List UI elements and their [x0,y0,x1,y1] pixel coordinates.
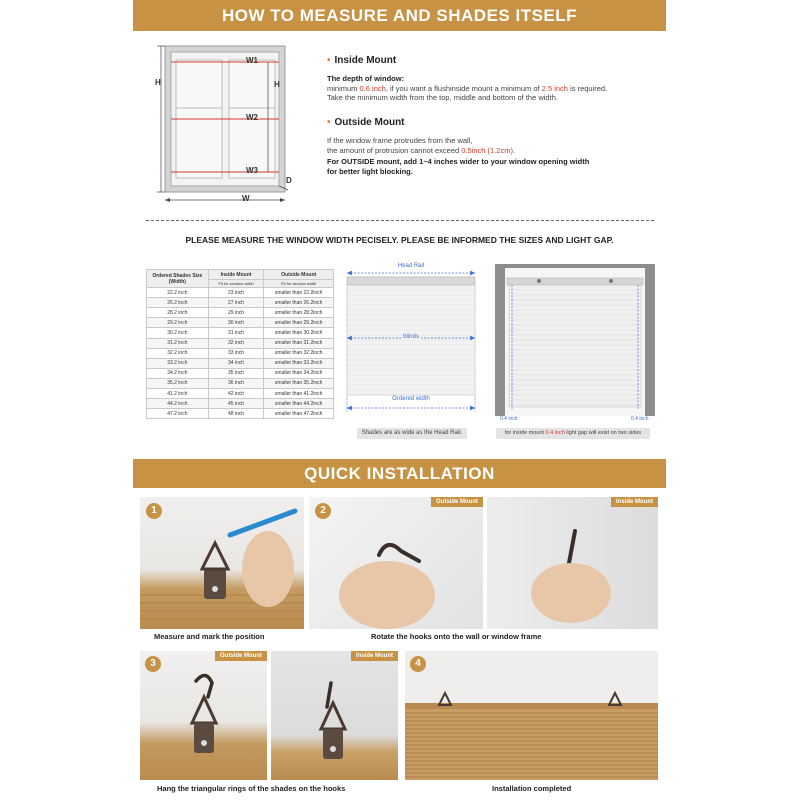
table-cell: smaller than 29.2inch [264,318,334,328]
table-cell: 33 inch [208,348,264,358]
table-cell: 32.2 inch [147,348,209,358]
table-row [147,409,334,419]
table-cell: smaller than 31.2inch [264,338,334,348]
table-row [147,389,334,399]
table-row [147,338,334,348]
step3-inside-photo [271,651,398,780]
table-cell: 27 inch [208,298,264,308]
step4-photo [405,651,658,780]
depth-label: D [286,176,292,185]
table-cell: smaller than 34.2inch [264,368,334,378]
w2-label: W2 [246,113,258,122]
table-cell: 41.2 inch [147,389,209,399]
table-row [147,308,334,318]
step1-caption: Measure and mark the position [154,632,265,641]
table-cell: 32 inch [208,338,264,348]
table-cell: 31.2 inch [147,338,209,348]
step2-inside-tag: Inside Mount [611,497,658,507]
left-gap-label: 0.4 inch [500,416,518,422]
table-subheader: Fit for window width [208,280,264,288]
table-cell: 35 inch [208,368,264,378]
table-cell: 42 inch [208,389,264,399]
right-gap-label: 0.4 inch [631,416,649,422]
table-cell: 28.2 inch [147,308,209,318]
inner-height-label: H [274,80,280,89]
step3-outside-tag: Outside Mount [215,651,267,661]
table-cell: 30 inch [208,318,264,328]
inside-mount-heading: • Inside Mount [327,55,396,66]
table-cell: smaller than 26.2inch [264,298,334,308]
outside-mount-text: If the window frame protrudes from the wall, the amount of protrusion cannot exceed 0.5inch (1.2cm). For OUTSIDE mount, add 1~4 inches wider to your window opening width for better light blocking. [327,136,590,176]
measure-section-banner: HOW TO MEASURE AND SHADES ITSELF [133,0,666,31]
light-gap-diagram [495,264,655,416]
install-section-banner: QUICK INSTALLATION [133,459,666,488]
step3-caption: Hang the triangular rings of the shades on the hooks [157,784,346,793]
table-cell: smaller than 41.2inch [264,389,334,399]
table-cell: 26.2 inch [147,298,209,308]
table-row [147,288,334,298]
outside-mount-heading: • Outside Mount [327,117,405,128]
table-cell: 30.2 inch [147,328,209,338]
table-cell: smaller than 33.2inch [264,358,334,368]
ordered-width-label: Ordered width [392,396,430,402]
step3-inside-tag: Inside Mount [351,651,398,661]
table-cell: smaller than 47.2inch [264,409,334,419]
size-table [146,269,334,419]
table-row [147,318,334,328]
head-rail-diagram [344,266,478,416]
table-cell: smaller than 30.2inch [264,328,334,338]
w3-label: W3 [246,166,258,175]
table-cell: smaller than 28.2inch [264,308,334,318]
table-cell: 29 inch [208,308,264,318]
table-cell: 44.2 inch [147,399,209,409]
table-cell: 33.2 inch [147,358,209,368]
section-divider [146,220,654,221]
table-header-inside: Inside Mount [208,270,264,280]
step1-photo [140,497,304,629]
table-row [147,368,334,378]
table-cell: 31 inch [208,328,264,338]
light-gap-caption: for inside mount 0.4 inch light gap will exist on two sides [496,428,650,439]
inside-mount-text: The depth of window: minimum 0.6 inch, if you want a flushinside mount a minimum of 2.5 inch is required. Take the minimum width from the top, middle and bottom of the width. [327,74,608,102]
table-row [147,358,334,368]
table-row [147,378,334,388]
table-cell: 34 inch [208,358,264,368]
table-row [147,399,334,409]
table-row [147,298,334,308]
step3-number: 3 [145,656,161,672]
measure-instruction: PLEASE MEASURE THE WINDOW WIDTH PECISELY. PLEASE BE INFORMED THE SIZES AND LIGHT GAP. [185,235,614,245]
table-row [147,328,334,338]
step4-number: 4 [410,656,426,672]
step1-number: 1 [146,503,162,519]
head-rail-label: Head Rail [397,263,425,269]
window-measure-diagram [150,38,300,208]
head-rail-caption: Shades are as wide as the Head Rail. [357,428,467,439]
table-cell: smaller than 35.2inch [264,378,334,388]
w1-label: W1 [246,56,258,65]
table-subheader: Fit for window width [264,280,334,288]
table-cell: 36 inch [208,378,264,388]
table-row [147,348,334,358]
table-cell: 48 inch [208,409,264,419]
step2-inside-photo [487,497,658,629]
step2-number: 2 [315,503,331,519]
step4-caption: Installation completed [492,784,572,793]
step2-outside-photo [309,497,483,629]
step2-caption: Rotate the hooks onto the wall or window frame [371,632,542,641]
w-label: W [242,194,250,203]
table-cell: smaller than 32.2inch [264,348,334,358]
table-cell: 35.2 inch [147,378,209,388]
table-cell: 34.2 inch [147,368,209,378]
table-cell: smaller than 44.2inch [264,399,334,409]
table-cell: 29.2 inch [147,318,209,328]
blinds-label: blinds [403,334,419,340]
table-header-ordered: Ordered Shades Size (Width) [147,270,209,288]
step3-outside-photo [140,651,267,780]
table-cell: smaller than 22.2inch [264,288,334,298]
table-cell: 47.2 inch [147,409,209,419]
table-cell: 22.2 inch [147,288,209,298]
table-cell: 45 inch [208,399,264,409]
table-cell: 23 inch [208,288,264,298]
table-header-outside: Outside Mount [264,270,334,280]
outer-height-label: H [155,78,161,87]
step2-outside-tag: Outside Mount [431,497,483,507]
